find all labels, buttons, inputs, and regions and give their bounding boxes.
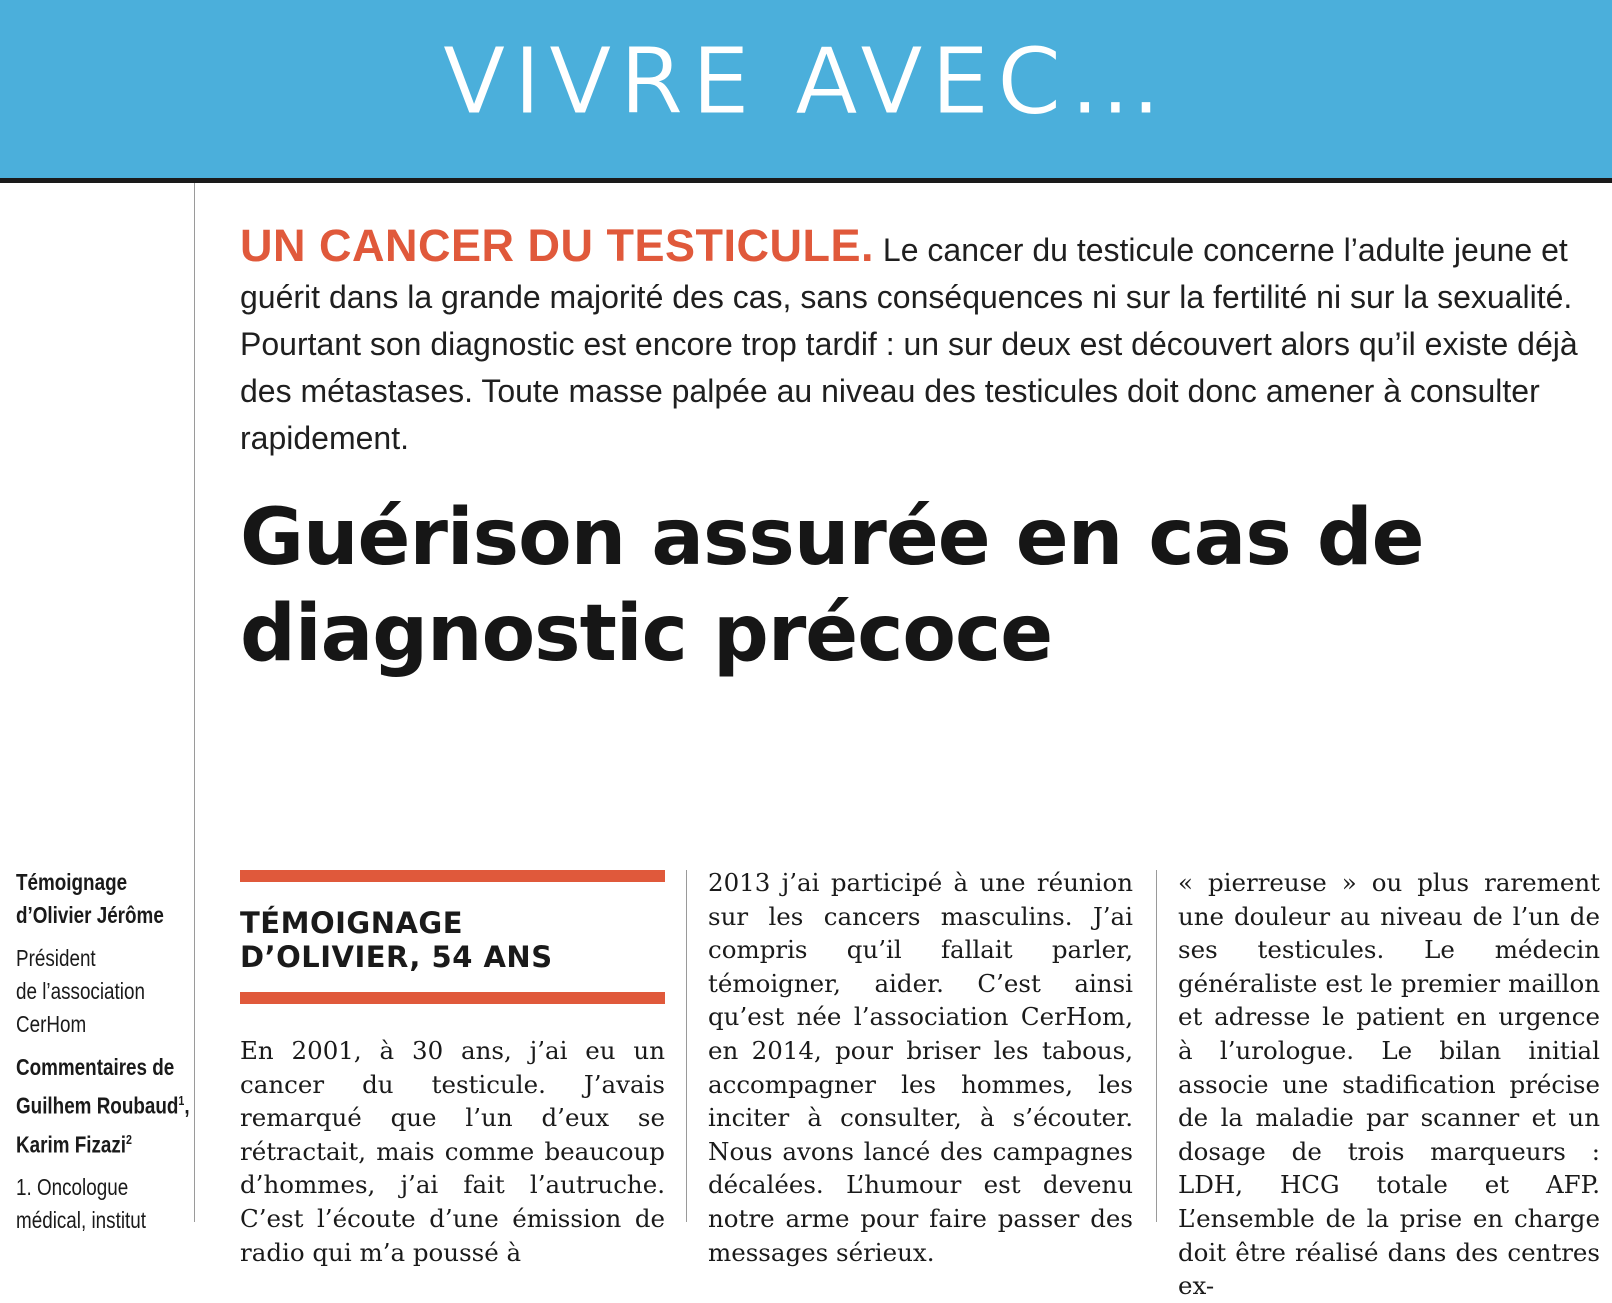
section-title: VIVRE AVEC… — [442, 28, 1170, 135]
lead-kicker: UN CANCER DU TESTICULE. — [240, 220, 875, 271]
commentator-2: Karim Fizazi$^2$ — [16, 1131, 132, 1158]
lead-text: Le cancer du testicule concerne l’adulte jeune et guérit dans la grande majorité des cas, sans conséquences ni sur la fertilité ni sur la sexualité. Pourtant son diagnostic est encore trop tardif : un sur deux est découvert alors qu’il existe déjà des métastases. Toute masse palpée au niveau des testicules doit donc amener à consulter rapidement. — [240, 232, 1578, 456]
testimony-box-title: TÉMOIGNAGE D’OLIVIER, 54 ANS — [240, 906, 553, 974]
body-column-3: « pierreuse » ou plus rarement une douleur au niveau de l’un de ses testicules. Le médecin généraliste est le premier maillon et adresse le patient en urgence à l’urologue. Le bilan initial associe une stadification précise de la maladie par scanner et un dosage de trois marqueurs : LDH, HCG totale et AFP. L’ensemble de la prise en charge doit être réalisé dans des centres ex- — [1178, 868, 1600, 1301]
column-divider-2 — [1156, 870, 1157, 1222]
testimony-label: Témoignage — [16, 869, 128, 895]
column-divider-1 — [686, 870, 687, 1222]
lead-paragraph — [240, 222, 1590, 462]
author-sidebar — [16, 866, 190, 1237]
section-banner — [0, 0, 1612, 178]
affiliation-line-2: médical, institut — [16, 1207, 146, 1234]
author-role-org: de l’association — [16, 978, 145, 1004]
author-role-org-name: CerHom — [16, 1011, 87, 1037]
author-role: Président — [16, 945, 96, 971]
banner-divider — [0, 178, 1612, 183]
article-headline: Guérison assurée en cas de diagnostic précoce — [240, 493, 1424, 679]
affiliation-line-1: 1. Oncologue — [16, 1174, 129, 1201]
body-column-2: 2013 j’ai participé à une réunion sur les cancers masculins. J’ai compris qu’il fallait parler, témoigner, aider. C’est ainsi qu’est née l’association CerHom, en 2014, pour briser les tabous, accompagner les hommes, les inciter à consulter, à s’écouter. Nous avons lancé des campagnes décalées. L’humour est devenu notre arme pour faire passer des messages sérieux. — [708, 868, 1133, 1267]
testimony-author: d’Olivier Jérôme — [16, 902, 164, 928]
box-bottom-bar — [240, 992, 665, 1004]
sidebar-divider — [194, 183, 195, 1222]
box-top-bar — [240, 870, 665, 882]
body-column-1: En 2001, à 30 ans, j’ai eu un cancer du testicule. J’avais remarqué que l’un d’eux se rétractait, mais comme beaucoup d’hommes, j’ai fait l’autruche. C’est l’écoute d’une émission de radio qui m’a poussé à — [240, 1036, 665, 1267]
commentator-1: Guilhem Roubaud$^1$, — [16, 1092, 190, 1119]
comments-label: Commentaires de — [16, 1054, 175, 1080]
